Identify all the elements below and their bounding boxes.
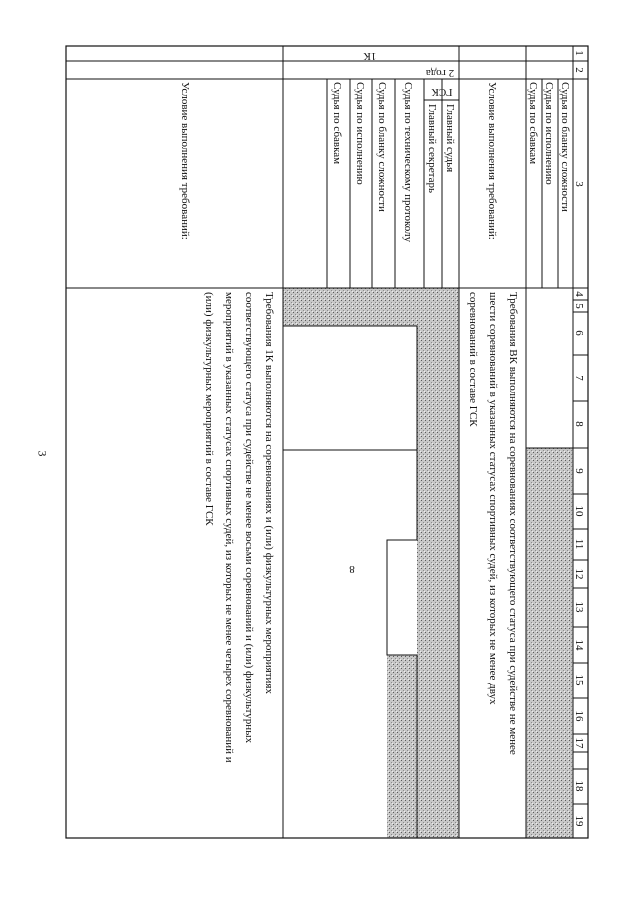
- header-col-9: 9: [573, 468, 585, 474]
- count-value: 8: [349, 563, 355, 575]
- category-1k: 1К: [363, 50, 377, 62]
- header-col-15: 15: [573, 674, 585, 686]
- count-area-top-fill: [387, 540, 417, 655]
- header-col-12: 12: [573, 568, 585, 580]
- header-col-14: 14: [573, 639, 585, 651]
- count-area-mid: [283, 450, 417, 540]
- header-col-10: 10: [573, 505, 585, 517]
- k1-condition-line-2: соответствующего статуса при судействе не менее восьми соревнований и (или) физкультурных: [243, 292, 255, 744]
- gsk-label: ГСК: [431, 86, 453, 98]
- vk-condition-line-2: шести соревнований в указанных статусах спортивных судей, из которых не менее двух: [487, 292, 499, 705]
- page-number: 3: [35, 450, 50, 457]
- vk-condition-line-3: соревнований в составе ГСК: [467, 292, 479, 427]
- k1-condition-line-1: Требования 1К выполняются на соревнованиях и (или) физкультурных мероприятиях: [263, 292, 275, 694]
- count-area: [283, 326, 417, 450]
- header-col-6: 6: [573, 330, 585, 336]
- header-col-3: 3: [573, 181, 585, 187]
- count-area-top: [387, 655, 417, 838]
- gsk-role-chief-judge: Главный судья: [444, 104, 456, 173]
- role-technical-protocol: Судья по техническому протоколу: [402, 82, 414, 243]
- vk-condition-label: Условие выполнения требований:: [486, 82, 498, 240]
- role-complexity: Судья по бланку сложности: [376, 82, 388, 212]
- vk-role-deductions: Судья по сбавкам: [527, 82, 539, 165]
- header-col-4: 4: [573, 291, 585, 297]
- header-col-19: 19: [573, 815, 585, 827]
- header-col-7: 7: [573, 375, 585, 381]
- role-deductions: Судья по сбавкам: [331, 82, 343, 165]
- shaded-area-vk: [526, 448, 573, 838]
- header-col-5: 5: [573, 303, 585, 309]
- role-execution: Судья по исполнению: [354, 82, 366, 185]
- header-col-11: 11: [573, 538, 585, 550]
- header-col-17: 17: [573, 737, 585, 749]
- header-col-8: 8: [573, 421, 585, 427]
- header-col-18: 18: [573, 780, 585, 792]
- k1-condition-label: Условие выполнения требований:: [179, 82, 191, 240]
- header-col-16: 16: [573, 710, 585, 722]
- k1-condition-line-3: мероприятий в указанных статусах спортивных судей, из которых не менее четырех соревнований и: [223, 292, 235, 763]
- shaded-area-1k-left-bottom: [283, 288, 459, 326]
- period-label: 2 года: [425, 67, 455, 79]
- column-header-row: [573, 50, 585, 827]
- rotated-table-page: [64, 44, 590, 844]
- k1-condition-line-4: (или) физкультурных мероприятий в составе ГСК: [203, 292, 215, 526]
- header-col-1: 1: [573, 50, 585, 56]
- vk-role-complexity: Судья по бланку сложности: [559, 82, 571, 212]
- gsk-role-chief-secretary: Главный секретарь: [426, 104, 438, 193]
- vk-condition-line-1: Требования ВК выполняются на соревнованиях соответствующего статуса при судействе не менее: [507, 292, 519, 755]
- requirements-table: [64, 44, 590, 844]
- count-area-right: [283, 540, 387, 655]
- vk-role-execution: Судья по исполнению: [543, 82, 555, 185]
- header-col-13: 13: [573, 601, 585, 613]
- header-col-2: 2: [573, 67, 585, 73]
